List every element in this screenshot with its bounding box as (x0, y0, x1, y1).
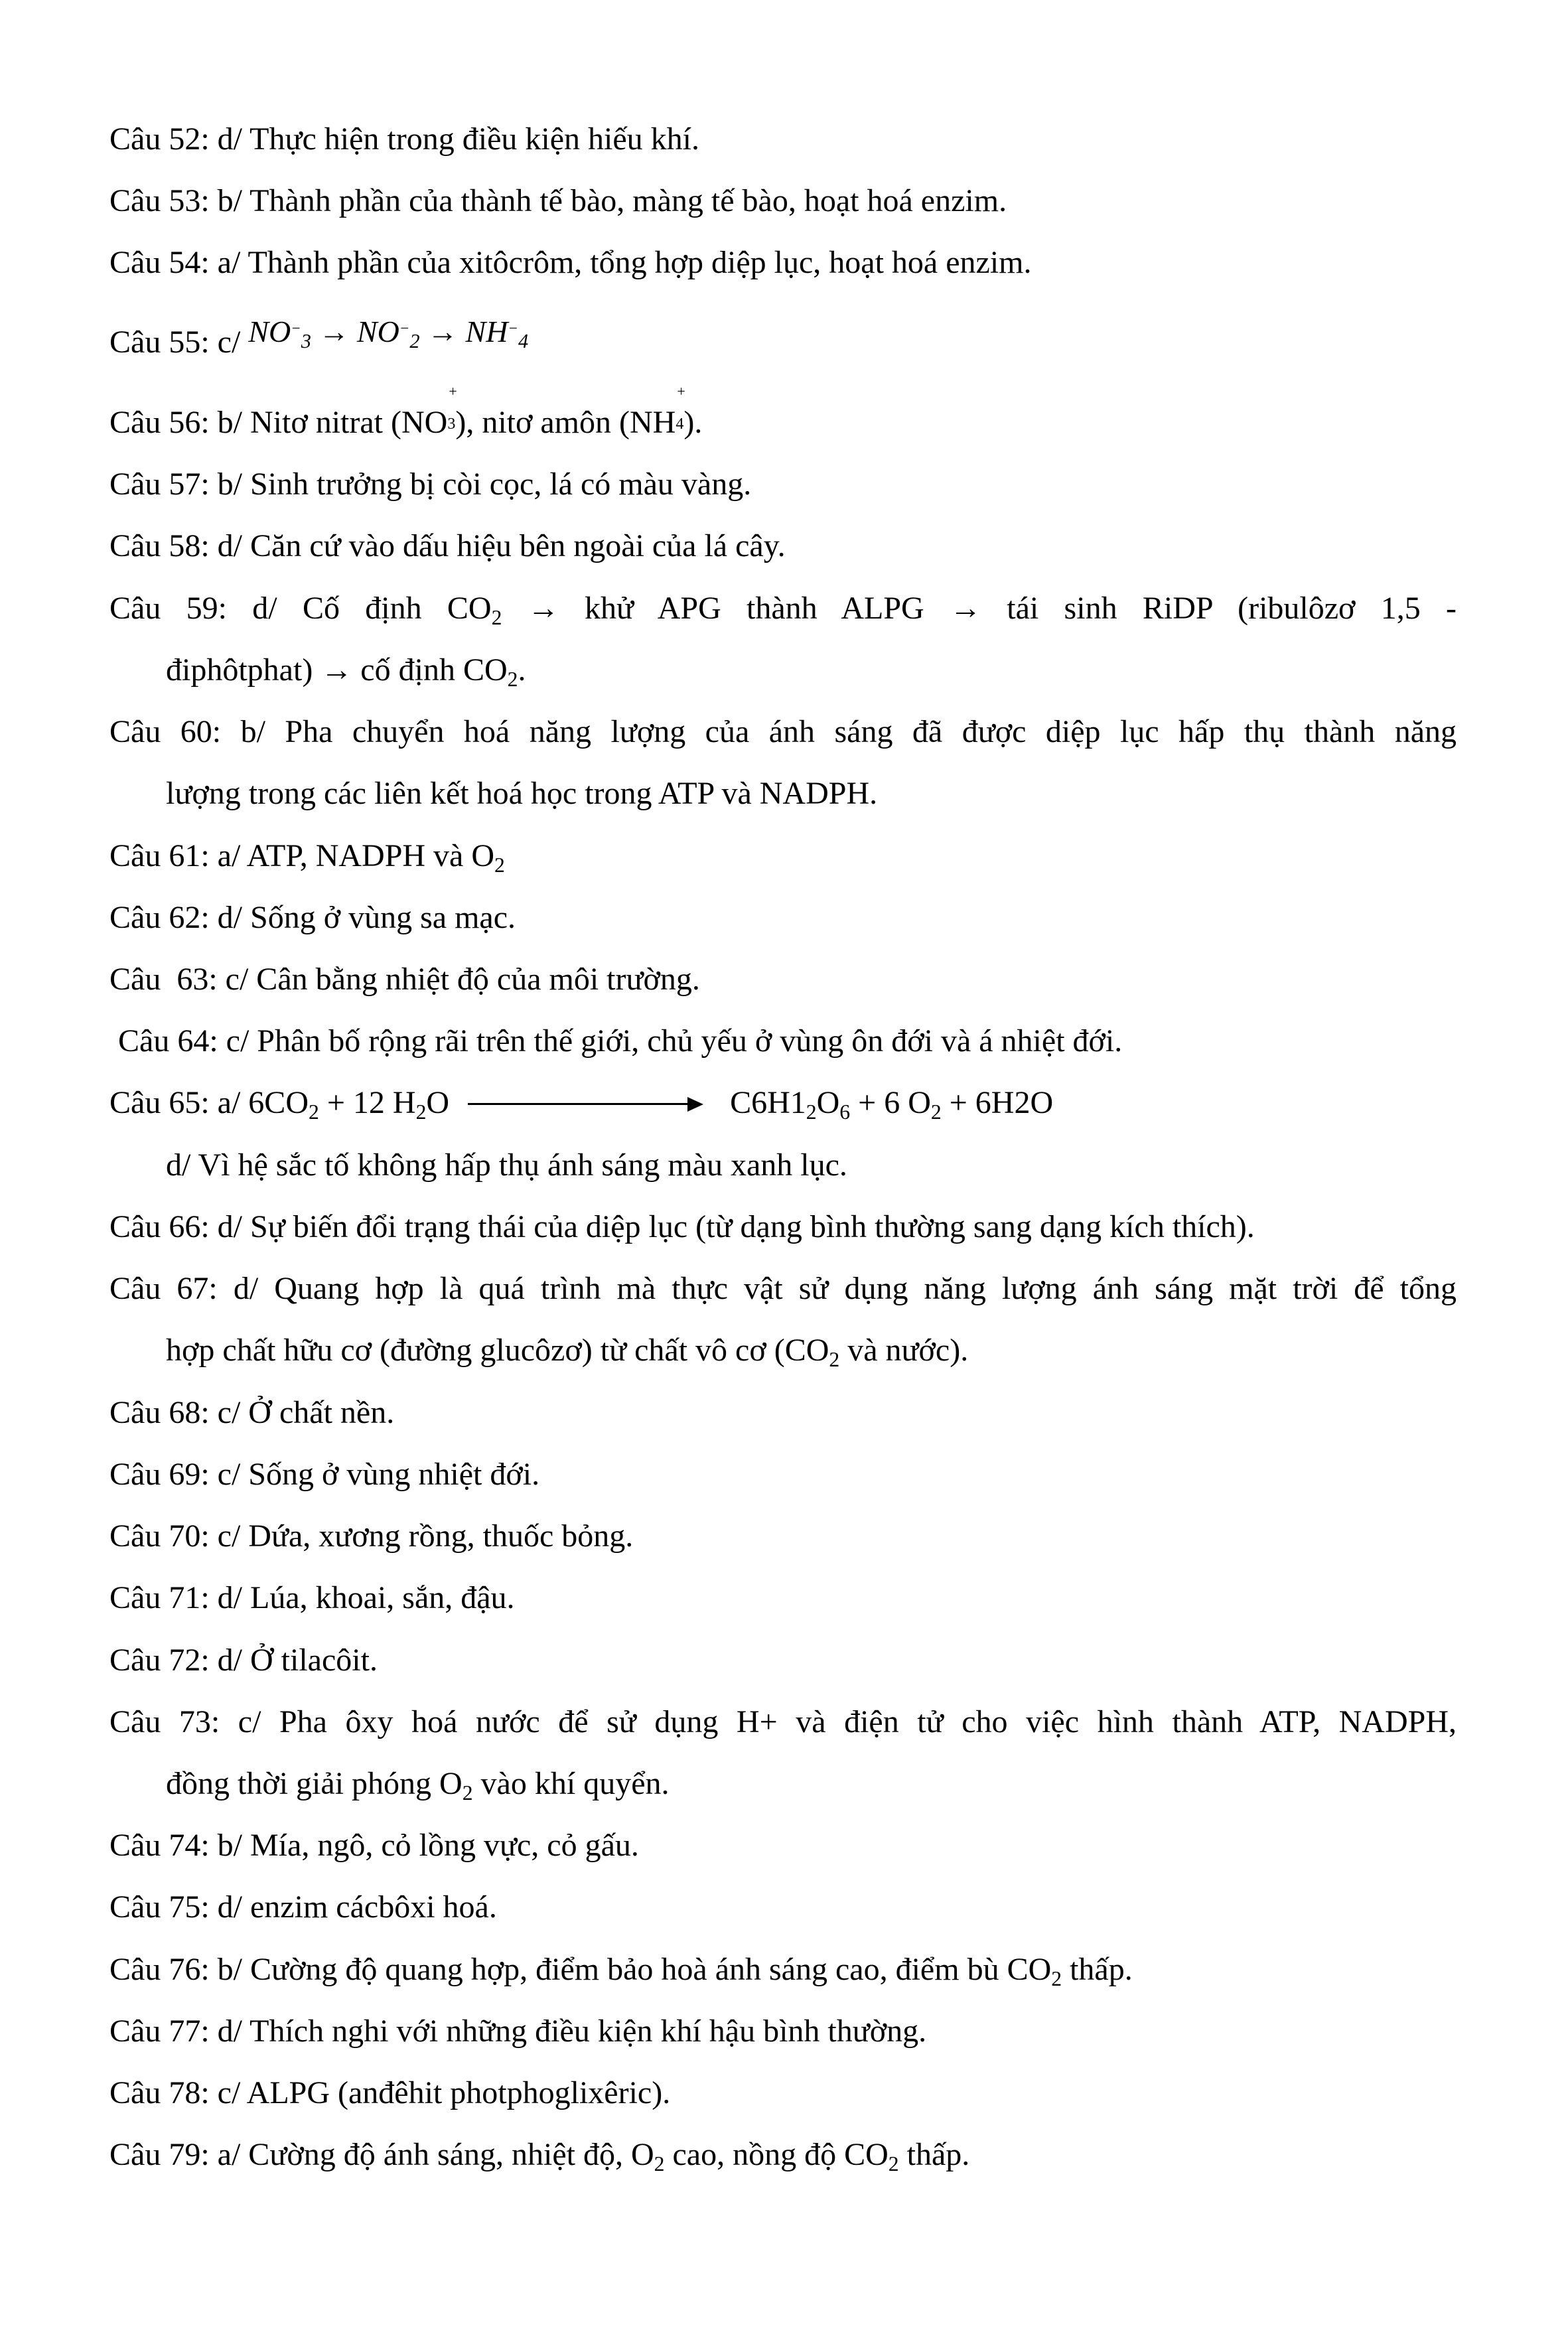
answer-line-63 (109, 961, 1457, 998)
nitrogen-reduction-formula: NO−3 → NO−2 → NH−4 (248, 315, 529, 352)
answer-text: Sinh trưởng bị còi cọc, lá có màu vàng. (250, 467, 752, 502)
answer-option: d/ (217, 1580, 242, 1615)
question-number: Câu 78: (109, 2075, 210, 2110)
question-number: Câu 58: (109, 528, 210, 563)
answer-option: c/ (217, 1395, 241, 1430)
question-number: Câu 61: (109, 838, 210, 873)
answer-text: Cường độ ánh sáng, nhiệt độ, O (248, 2137, 654, 2172)
question-number: Câu 56: (109, 405, 210, 440)
answer-text: Pha ôxy hoá nước để sử dụng H+ và điện tử cho việc hình thành ATP, NADPH, (279, 1704, 1457, 1739)
photosynthesis-equation: 6CO2 + 12 H2O C6H12O6 + 6 O2 + 6H2O (248, 1085, 1054, 1124)
question-number: Câu 68: (109, 1395, 210, 1430)
answer-text: Dứa, xương rồng, thuốc bỏng. (248, 1518, 634, 1554)
answer-line-68 (109, 1394, 1457, 1432)
question-number: Câu 64: (118, 1023, 218, 1059)
question-number: Câu 63: (109, 962, 218, 997)
answer-line-58 (109, 528, 1457, 565)
answer-option: a/ (217, 1085, 241, 1120)
question-number: Câu 72: (109, 1643, 210, 1678)
question-number: Câu 53: (109, 183, 210, 218)
answer-line-54 (109, 244, 1457, 281)
reaction-arrow-icon (468, 1084, 703, 1122)
answer-option: a/ (217, 2137, 241, 2172)
answer-line-53 (109, 183, 1457, 220)
question-number: Câu 66: (109, 1209, 210, 1244)
answer-line-66 (109, 1209, 1457, 1246)
answer-line-65-cont: d/ Vì hệ sắc tố không hấp thụ ánh sáng màu xanh lục. (166, 1147, 847, 1183)
answer-line-59: Câu 59: d/ Cố định CO2 → khử APG thành ALPG → tái sinh RiDP (ribulôzơ 1,5 - (109, 591, 1457, 629)
answer-option: b/ (217, 1952, 242, 1987)
answer-line-64 (118, 1023, 1465, 1060)
answer-option: d/ (252, 591, 277, 626)
answer-text: Phân bố rộng rãi trên thế giới, chủ yếu ở vùng ôn đới và á nhiệt đới. (257, 1023, 1123, 1059)
answer-line-59-cont: điphôtphat) → cố định CO2. (166, 652, 526, 691)
answer-option: c/ (225, 962, 249, 997)
answer-option: c/ (217, 1457, 241, 1492)
answer-text: Sự biến đổi trạng thái của diệp lục (từ dạng bình thường sang dạng kích thích). (250, 1209, 1255, 1244)
answer-line-78 (109, 2075, 1457, 2112)
question-number: Câu 62: (109, 900, 210, 935)
answer-text: Sống ở vùng sa mạc. (250, 900, 516, 935)
answer-text: Cường độ quang hợp, điểm bảo hoà ánh sáng cao, điểm bù CO (250, 1952, 1052, 1987)
answer-option: a/ (217, 245, 241, 280)
question-number: Câu 76: (109, 1952, 210, 1987)
arrow-icon: → (427, 315, 459, 348)
answer-line-75 (109, 1889, 1457, 1926)
answer-text: Nitơ nitrat (NO + 3), nitơ amôn (NH + 4). (250, 383, 703, 440)
question-number: Câu 70: (109, 1518, 210, 1554)
answer-line-56 (109, 383, 1457, 441)
question-number: Câu 74: (109, 1828, 210, 1863)
answer-text: Cân bằng nhiệt độ của môi trường. (256, 962, 700, 997)
answer-option: a/ (217, 838, 241, 873)
answer-option: c/ (217, 325, 241, 360)
answer-line-52 (109, 121, 1457, 158)
answer-option: d/ (217, 1643, 242, 1678)
answer-text: Ở chất nền. (248, 1395, 395, 1430)
question-number: Câu 77: (109, 2014, 210, 2049)
question-number: Câu 79: (109, 2137, 210, 2172)
answer-option: c/ (238, 1704, 261, 1739)
question-number: Câu 69: (109, 1457, 210, 1492)
answer-line-70 (109, 1518, 1457, 1555)
answer-text: Căn cứ vào dấu hiệu bên ngoài của lá cây. (250, 528, 786, 563)
answer-text: Pha chuyển hoá năng lượng của ánh sáng đã được diệp lục hấp thụ thành năng (285, 714, 1457, 749)
answer-line-60 (109, 713, 1457, 751)
answer-line-67 (109, 1270, 1457, 1307)
question-number: Câu 71: (109, 1580, 210, 1615)
question-number: Câu 52: (109, 121, 210, 157)
answer-option: d/ (217, 900, 242, 935)
answer-option: d/ (233, 1271, 259, 1306)
answer-option: c/ (217, 1518, 241, 1554)
answer-text: Sống ở vùng nhiệt đới. (248, 1457, 540, 1492)
answer-option: d/ (217, 2014, 242, 2049)
answer-line-65 (109, 1084, 1457, 1122)
answer-text: Thực hiện trong điều kiện hiếu khí. (249, 121, 699, 157)
answer-line-73-cont: đồng thời giải phóng O2 vào khí quyển. (166, 1766, 670, 1804)
question-number: Câu 60: (109, 714, 222, 749)
answer-line-61: Câu 61: a/ ATP, NADPH và O2 (109, 838, 505, 877)
answer-option: b/ (217, 405, 242, 440)
answer-line-60-cont: lượng trong các liên kết hoá học trong ATP và NADPH. (166, 776, 878, 811)
answer-option: d/ (217, 121, 242, 157)
question-number: Câu 54: (109, 245, 210, 280)
answer-option: b/ (217, 183, 242, 218)
answer-text: enzim cácbôxi hoá. (250, 1889, 497, 1925)
answer-text: Lúa, khoai, sắn, đậu. (250, 1580, 515, 1615)
answer-line-74 (109, 1827, 1457, 1864)
question-number: Câu 59: (109, 591, 227, 626)
answer-line-57 (109, 466, 1457, 503)
answer-text: ALPG (anđêhit photphoglixêric). (246, 2075, 671, 2110)
answer-line-76: Câu 76: b/ Cường độ quang hợp, điểm bảo hoà ánh sáng cao, điểm bù CO2 thấp. (109, 1952, 1133, 1990)
answer-option: d/ (217, 528, 242, 563)
answer-line-79: Câu 79: a/ Cường độ ánh sáng, nhiệt độ, O2 cao, nồng độ CO2 thấp. (109, 2137, 970, 2175)
question-number: Câu 75: (109, 1889, 210, 1925)
answer-line-71 (109, 1580, 1457, 1617)
answer-line-73 (109, 1704, 1457, 1741)
answer-option: b/ (240, 714, 265, 749)
answer-line-55 (109, 315, 1457, 361)
question-number: Câu 65: (109, 1085, 210, 1120)
answer-line-67-cont: hợp chất hữu cơ (đường glucôzơ) từ chất vô cơ (CO2 và nước). (166, 1333, 969, 1371)
answer-line-72 (109, 1642, 1457, 1679)
question-number: Câu 55: (109, 325, 210, 360)
answer-text: Cố định CO (302, 591, 492, 626)
answer-option: b/ (217, 467, 242, 502)
answer-text: Thành phần của xitôcrôm, tổng hợp diệp lục, hoạt hoá enzim. (248, 245, 1032, 280)
answer-text: Ở tilacôit. (250, 1643, 378, 1678)
arrow-icon: → (319, 315, 350, 348)
answer-text: ATP, NADPH và O (246, 838, 495, 873)
answer-option: c/ (217, 2075, 241, 2110)
answer-option: d/ (217, 1209, 242, 1244)
question-number: Câu 57: (109, 467, 210, 502)
answer-line-69 (109, 1456, 1457, 1493)
answer-text: Thành phần của thành tế bào, màng tế bào, hoạt hoá enzim. (249, 183, 1007, 218)
answer-text: Mía, ngô, cỏ lồng vực, cỏ gấu. (250, 1828, 639, 1863)
question-number: Câu 67: (109, 1271, 218, 1306)
question-number: Câu 73: (109, 1704, 220, 1739)
answer-option: c/ (226, 1023, 249, 1059)
answer-option: d/ (217, 1889, 242, 1925)
answer-text: Thích nghi với những điều kiện khí hậu bình thường. (249, 2014, 927, 2049)
answer-line-77 (109, 2013, 1457, 2050)
answer-option: b/ (217, 1828, 242, 1863)
answer-line-62 (109, 899, 1457, 936)
answer-text: Quang hợp là quá trình mà thực vật sử dụng năng lượng ánh sáng mặt trời để tổng (274, 1271, 1457, 1306)
